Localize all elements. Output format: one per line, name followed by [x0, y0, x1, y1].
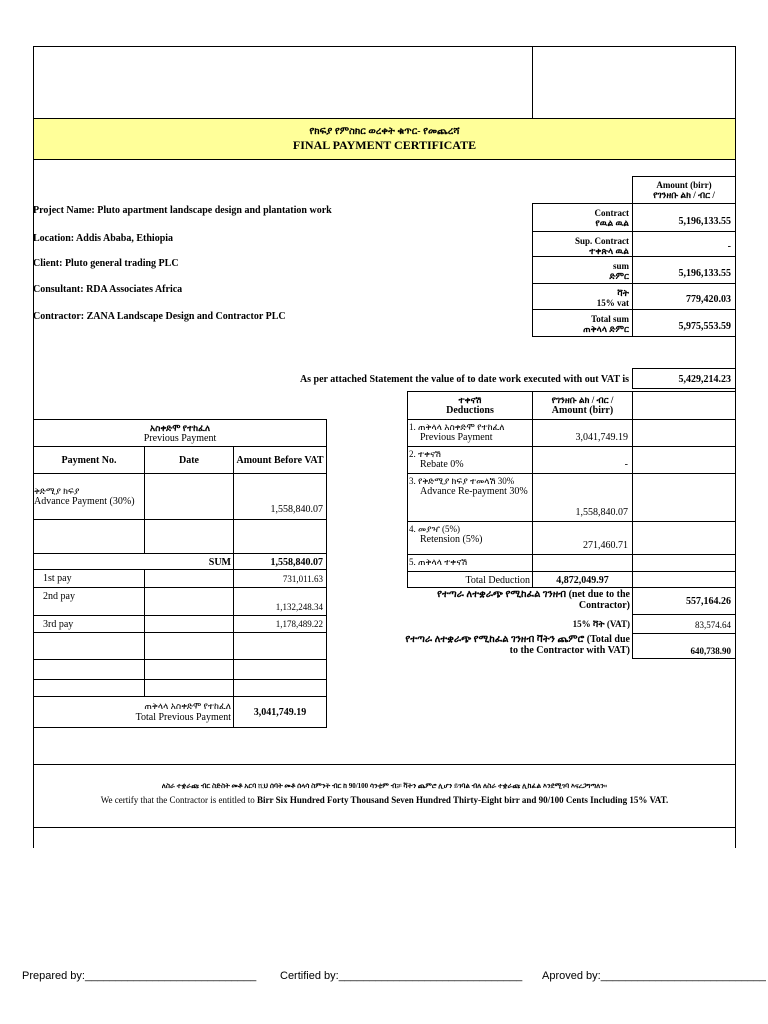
deduction-line2: Rebate 0% [420, 459, 464, 470]
deductions-header-cell: ተቀናሽ Deductions [407, 391, 533, 420]
payment-label-cell [33, 587, 145, 616]
previous-payment-title: አስቀድሞ የተከፈለ Previous Payment [33, 419, 327, 447]
logo-divider [532, 46, 533, 118]
summary-value: - [727, 241, 731, 252]
deduction-value-cell [532, 446, 633, 474]
summary-label-line1: Sup. Contract [574, 236, 629, 246]
col-date: Date [144, 446, 234, 474]
deduction-value-cell [532, 419, 633, 447]
deduction-spare-cell [632, 446, 736, 474]
deduction-spare-cell [632, 473, 736, 522]
col-amount: Amount Before VAT [233, 446, 327, 474]
total-deduction-value-cell: 4,872,049.97 [532, 571, 633, 588]
deduction-spare-cell [632, 521, 736, 555]
deduction-value: 271,460.71 [583, 540, 628, 551]
deduction-line1: 3. የቅድሚያ ክፍያ ተመላሽ 30% [409, 476, 515, 486]
payment-amount-cell [233, 615, 327, 633]
summary-label-line1: Contract [594, 208, 629, 218]
deduction-spare-cell [632, 554, 736, 572]
summary-label-line2: ድምር [609, 271, 629, 281]
summary-label-line2: ጠቅላላ ድምር [583, 324, 629, 334]
total-deduction-label-cell: Total Deduction [407, 571, 533, 588]
advance-amount-cell: 1,558,840.07 [233, 473, 327, 520]
summary-value-cell [632, 309, 736, 337]
summary-label-line2: ተቀጽላ ዉል [589, 246, 629, 256]
empty-row-cell [144, 632, 234, 660]
deduction-value-cell [532, 473, 633, 522]
deduction-spare-cell [632, 419, 736, 447]
title-amharic: የክፍያ የምስክር ወረቀት ቁጥር- የመጨረሻ [309, 126, 460, 137]
deduction-value: 3,041,749.19 [575, 432, 628, 443]
empty-row-cell [233, 519, 327, 554]
advance-date-cell [144, 473, 234, 520]
deduction-line2: Advance Re-payment 30% [420, 486, 528, 497]
contractor: Contractor: ZANA Landscape Design and Contractor PLC [33, 311, 286, 322]
deduction-label-cell [407, 554, 533, 572]
col-payment-no: Payment No. [33, 446, 145, 474]
summary-value-cell [632, 203, 736, 232]
work-statement-cell: 5,429,214.23 [632, 368, 736, 389]
summary-value: 5,196,133.55 [678, 268, 731, 279]
payment-amount: 1,178,489.22 [275, 619, 323, 629]
deduction-value-cell [532, 521, 633, 555]
payment-label: 1st pay [43, 573, 72, 584]
payment-label: 2nd pay [43, 591, 75, 602]
location: Location: Addis Ababa, Ethiopia [33, 233, 174, 244]
deduction-line1: 2. ተቀናሽ [409, 449, 441, 459]
empty-row-cell [33, 519, 145, 554]
summary-label-line1: Total sum [591, 314, 629, 324]
payment-label: 3rd pay [43, 619, 74, 630]
cert-bottom-rule [33, 827, 736, 828]
payment-amount: 1,132,248.34 [275, 602, 323, 612]
summary-value: 5,975,553.59 [678, 321, 731, 332]
frame-top [33, 46, 736, 47]
deduction-label-cell [407, 521, 533, 555]
empty-row-cell [233, 659, 327, 680]
deduction-label-cell [407, 473, 533, 522]
summary-label-cell [532, 283, 633, 310]
summary-value-cell [632, 283, 736, 310]
deduction-line1: 4. መያዣ (5%) [409, 524, 461, 534]
prepared-by: Prepared by:____________________________ [22, 970, 257, 982]
advance-label-cell: ቅድሚያ ክፍያ Advance Payment (30%) [33, 473, 145, 520]
sum-label-cell: SUM [33, 553, 234, 570]
deductions-amount-header-cell: የገንዘቡ ልክ / ብር / Amount (birr) [532, 391, 633, 420]
vat-label: 15% ቫት (VAT) [572, 619, 630, 629]
summary-label-cell [532, 309, 633, 337]
empty-row-cell [144, 679, 234, 697]
summary-label-cell [532, 256, 633, 284]
page-title: FINAL PAYMENT CERTIFICATE [292, 138, 477, 152]
empty-row-cell [144, 519, 234, 554]
net-due-label: የተጣራ ለተቋራጭ የሚከፈል ገንዘብ (net due to the Contractor) [437, 589, 630, 611]
deductions-spare-cell [632, 391, 736, 420]
cert-english: We certify that the Contractor is entitled to Birr Six Hundred Forty Thousand Seven Hundred Thirty-Eight birr and 90/100 Cents Including 15% VAT. [100, 795, 669, 805]
summary-value-cell [632, 231, 736, 257]
approved-by: Aproved by:___________________________ [542, 970, 766, 982]
summary-label-cell [532, 231, 633, 257]
payment-label-cell [33, 569, 145, 588]
deduction-line1: 5. ጠቅላላ ተቀናሽ [409, 557, 468, 567]
cert-top-rule [33, 764, 736, 765]
deduction-line1: 1. ጠቅላላ አስቀድሞ የተከፈለ [409, 422, 505, 432]
work-statement-text: As per attached Statement the value of to date work executed with out VAT is [299, 374, 629, 385]
summary-value: 779,420.03 [686, 294, 731, 305]
deduction-value: - [624, 459, 628, 470]
summary-value-cell [632, 256, 736, 284]
empty-row-cell [233, 632, 327, 660]
title-band [34, 118, 735, 160]
certified-by: Certified by:______________________________ [280, 970, 523, 982]
deduction-value: 1,558,840.07 [575, 507, 628, 518]
vat-cell: 83,574.64 [632, 614, 736, 634]
total-due-cell: 640,738.90 [632, 633, 736, 659]
deduction-label-cell [407, 446, 533, 474]
empty-row-cell [33, 659, 145, 680]
deduction-value-cell [532, 554, 633, 572]
consultant: Consultant: RDA Associates Africa [33, 284, 183, 295]
payment-amount-cell [233, 569, 327, 588]
payment-date-cell [144, 569, 234, 588]
payment-amount-cell [233, 587, 327, 616]
payment-date-cell [144, 615, 234, 633]
deduction-line2: Retension (5%) [420, 534, 483, 545]
deduction-label-cell [407, 419, 533, 447]
summary-label-line2: የዉል ዉል [595, 218, 629, 228]
total-deduction-spare-cell [632, 571, 736, 588]
client: Client: Pluto general trading PLC [33, 258, 179, 269]
deduction-line2: Previous Payment [420, 432, 493, 443]
summary-label-line1: sum [612, 261, 629, 271]
total-previous-label-cell: ጠቅላላ አስቀድሞ የተከፈለ Total Previous Payment [33, 696, 234, 728]
summary-label-line2: 15% vat [596, 298, 629, 308]
empty-row-cell [233, 679, 327, 697]
net-due-cell: 557,164.26 [632, 587, 736, 615]
total-due-label: የተጣራ ለተቋራጭ የሚከፈል ገንዘብ ቫትን ጨምሮ (Total due to the Contractor with VAT) [405, 634, 630, 656]
empty-row-cell [33, 632, 145, 660]
sum-value-cell: 1,558,840.07 [233, 553, 327, 570]
amount-header-cell: Amount (birr) የገንዘቡ ልክ / ብር / [632, 176, 736, 204]
summary-value: 5,196,133.55 [678, 216, 731, 227]
payment-date-cell [144, 587, 234, 616]
summary-label-cell [532, 203, 633, 232]
empty-row-cell [144, 659, 234, 680]
project-name: Project Name: Pluto apartment landscape design and plantation work [33, 205, 332, 216]
total-previous-value-cell: 3,041,749.19 [233, 696, 327, 728]
empty-row-cell [33, 679, 145, 697]
summary-label-line1: ቫት [617, 288, 629, 298]
cert-amharic: ለስራ ተቋራጩ ብር ስድስት መቶ አርባ ሺህ ሰባት መቶ ሰላሳ ስምንት ብር ከ 90/100 ሳንቲም ብቻ ቫትን ጨምሮ ሊሆን ይገባል ብለ ለስራ ተቋራጩ ሊከፈል እንደሚገባ እናረጋግጣለን፡፡ [161, 782, 608, 790]
payment-amount: 731,011.63 [282, 574, 323, 584]
payment-label-cell [33, 615, 145, 633]
